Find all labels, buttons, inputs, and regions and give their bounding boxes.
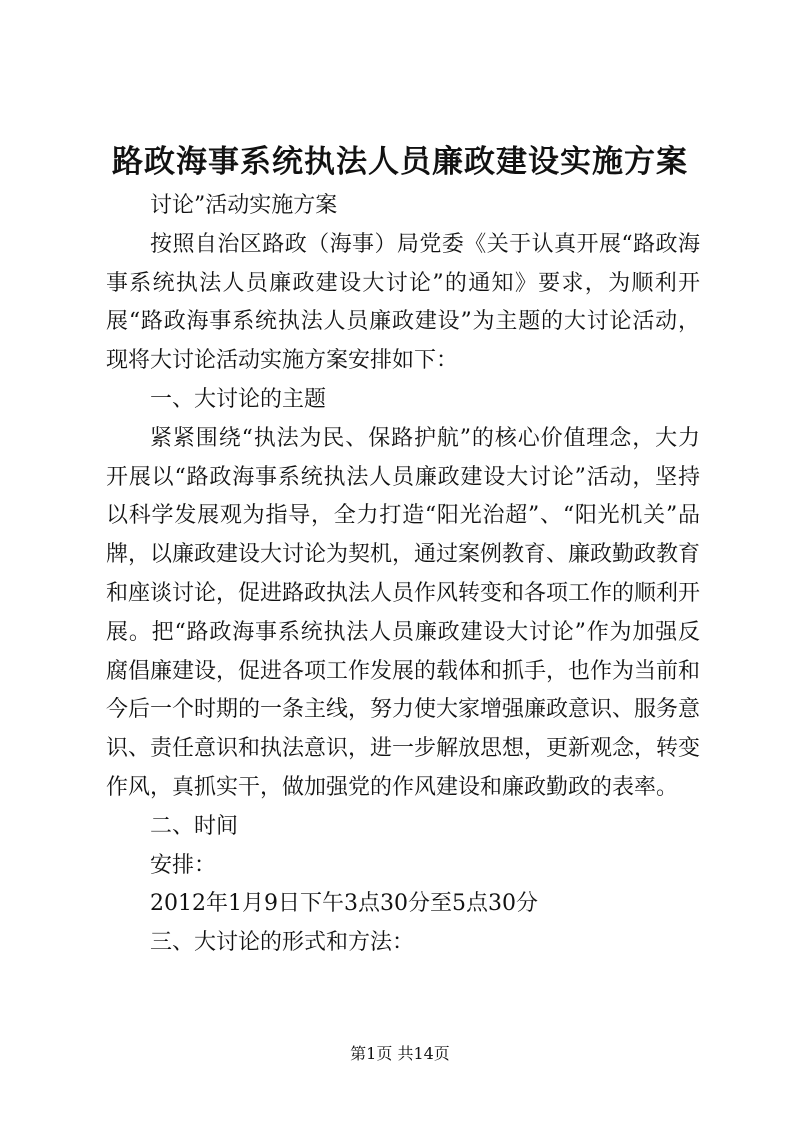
paragraph-intro: 讨论”活动实施方案 [150, 193, 338, 218]
heading-format: 三、大讨论的形式和方法： [150, 930, 415, 956]
heading-theme: 一、大讨论的主题 [150, 386, 327, 412]
paragraph-date: 2012年1月9日下午3点30分至5点30分 [150, 891, 538, 917]
heading-time: 二、时间 [150, 813, 239, 839]
paragraph-theme: 紧紧围绕“执法为民、保路护航”的核心价值理念，大力开展以“路政海事系统执法人员廉政建设大讨论”活动，坚持以科学发展观为指导，全力打造“阳光治超”、“阳光机关”品牌，以廉政建设大讨论为契机，通过案例教育、廉政勤政教育和座谈讨论，促进路政执法人员作风转变和各项工作的顺利开展。把“路政海事系统执法人员廉政建设大讨论”作为加强反腐倡廉建设，促进各项工作发展的载体和抓手，也作为当前和今后一个时期的一条主线，努力使大家增强廉政意识、服务意识、责任意识和执法意识，进一步解放思想，更新观念，转变作风，真抓实干，做加强党的作风建设和廉政勤政的表率。 [106, 425, 701, 800]
page-footer: 第1页 共14页 [350, 1044, 450, 1063]
page-title: 路政海事系统执法人员廉政建设实施方案 [112, 144, 688, 180]
paragraph-notice: 按照自治区路政（海事）局党委《关于认真开展“路政海事系统执法人员廉政建设大讨论”的通知》要求，为顺利开展“路政海事系统执法人员廉政建设”为主题的大讨论活动，现将大讨论活动实施方案安排如下： [106, 231, 700, 374]
document-body [106, 187, 700, 963]
paragraph-arrangement: 安排： [150, 852, 217, 878]
